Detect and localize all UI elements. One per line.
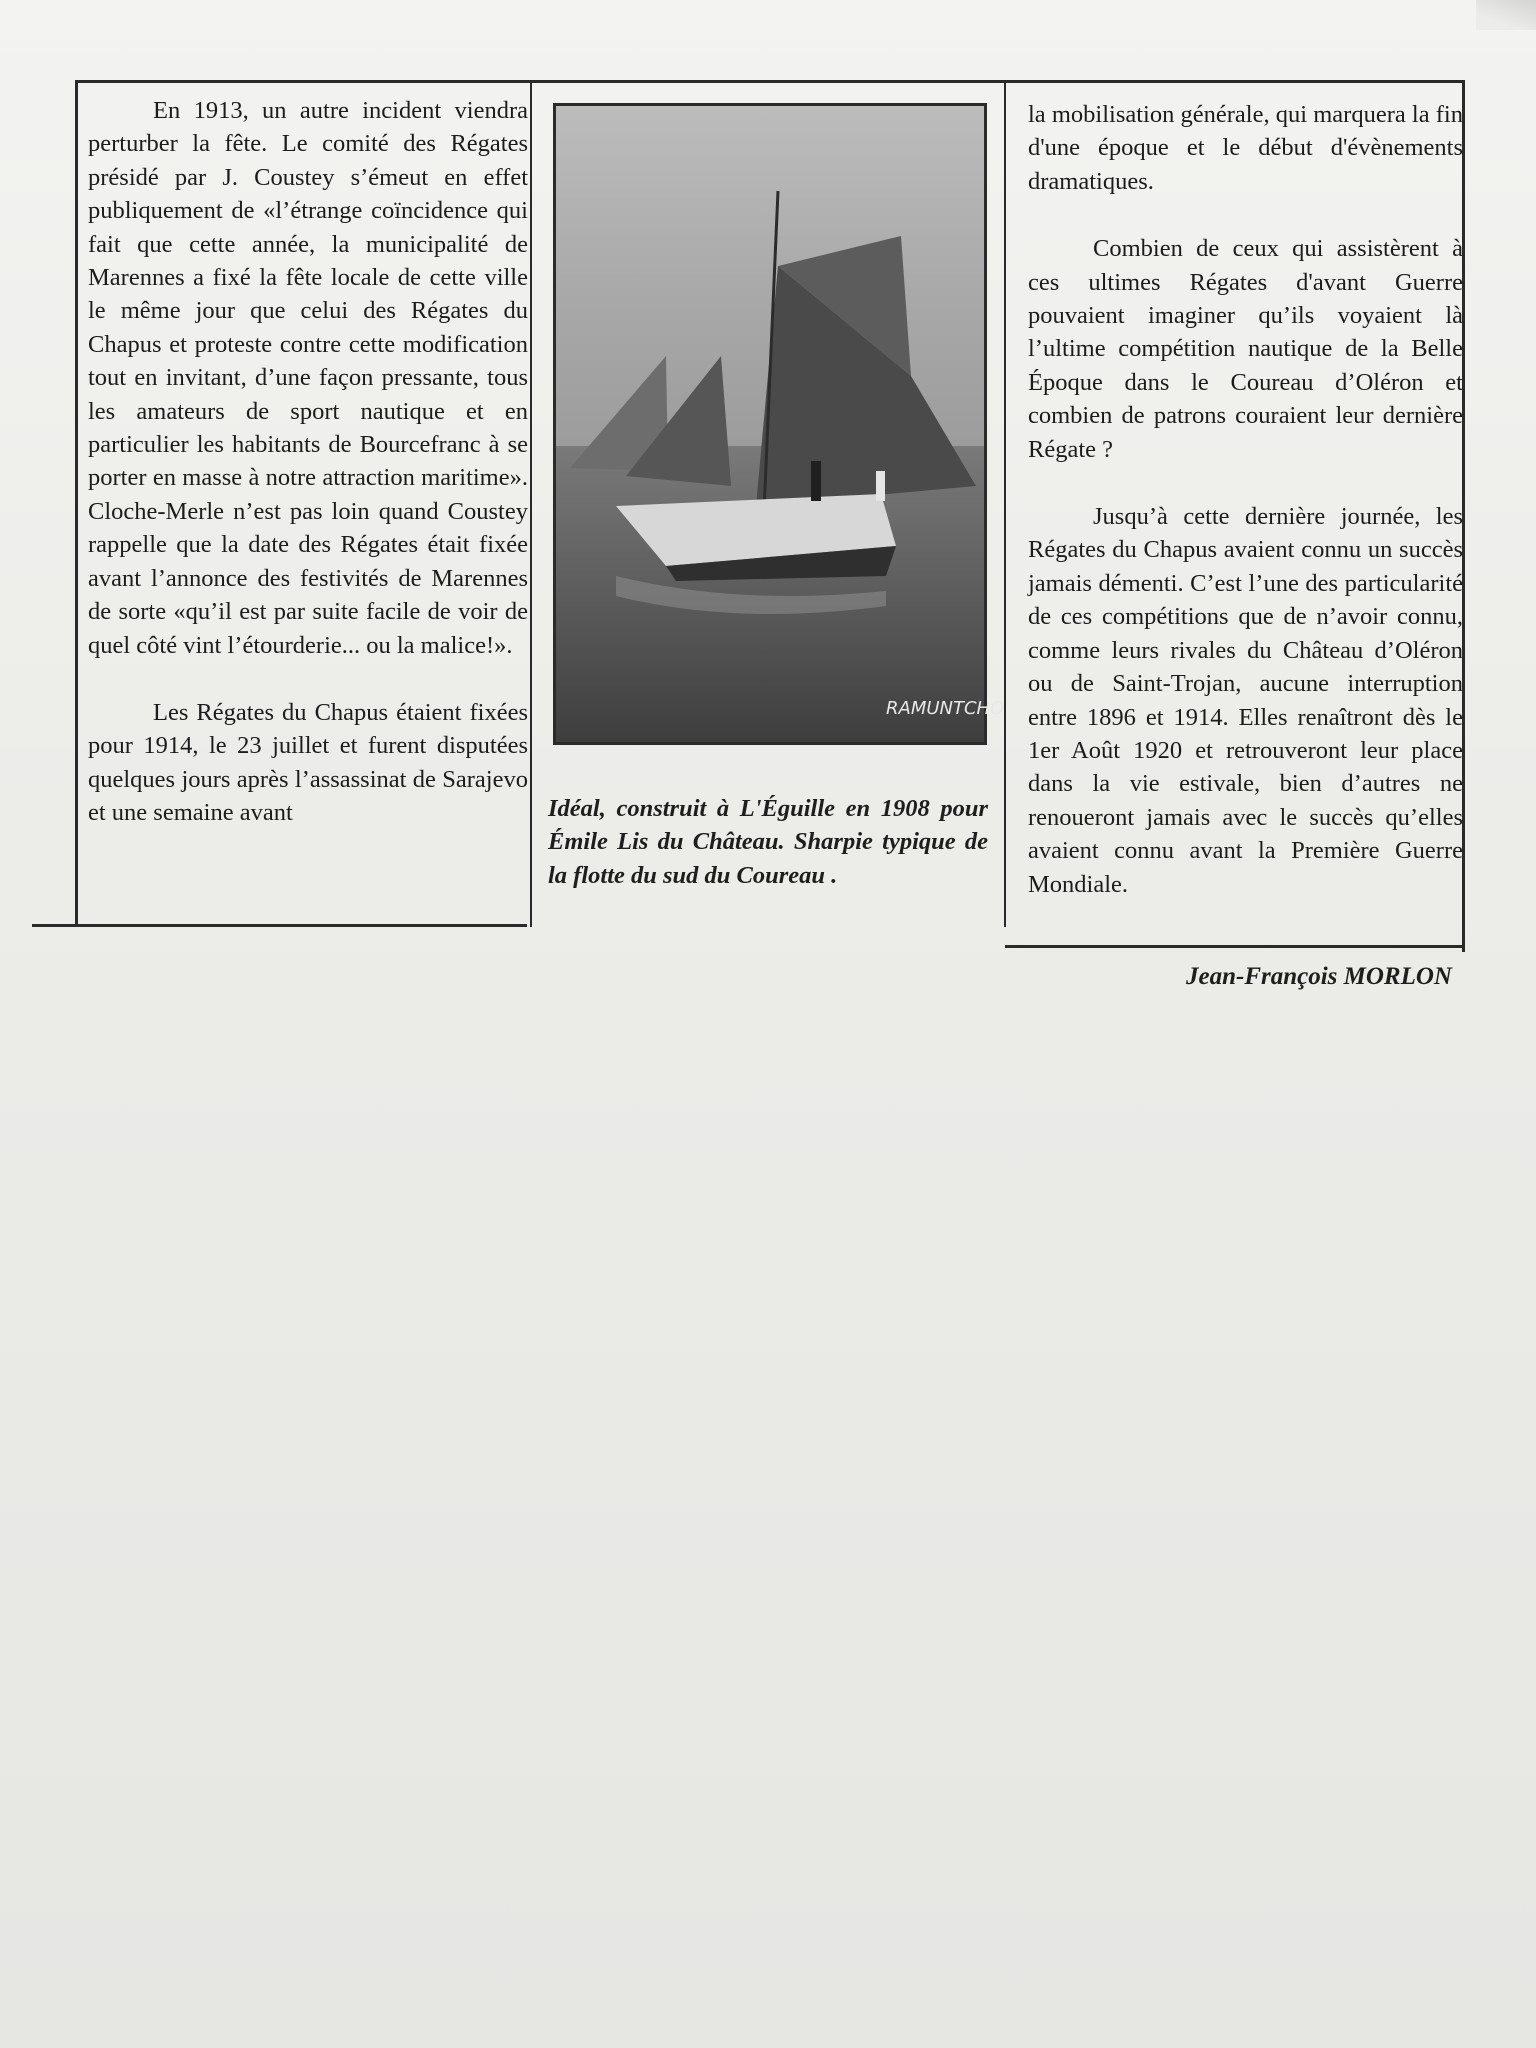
author-signature: Jean-François MORLON <box>1186 963 1452 990</box>
article-column-1 <box>88 94 528 830</box>
column-separator-1 <box>530 82 532 927</box>
frame-left-rule <box>75 80 78 926</box>
photo-signature: RAMUNTCHO <box>886 698 1005 719</box>
paragraph: Combien de ceux qui assistèrent à ces ultimes Régates d'avant Guerre pouvaient imaginer qu’ils voyaient là l’ultime compétition nautique de la Belle Époque dans le Coureau d’Oléron et combien de patrons couraient leur dernière Régate ? <box>1028 235 1463 463</box>
frame-bottom-rule-right <box>1005 945 1465 948</box>
page-corner-shadow <box>1476 0 1536 30</box>
paragraph: Jusqu’à cette dernière journée, les Régates du Chapus avaient connu un succès jamais démenti. C’est l’une des particularité de ces compétitions que de n’avoir connu, comme leurs rivales du Château d’Oléron ou de Saint-Trojan, aucune interruption entre 1896 et 1914. Elles renaîtront dès le 1er Août 1920 et retrouveront leur place dans la vie estivale, bien d’autres ne renoueront jamais avec le succès qu’elles avaient connu avant la Première Guerre Mondiale. <box>1028 503 1463 898</box>
frame-bottom-rule-left <box>32 924 527 927</box>
paragraph: Les Régates du Chapus étaient fixées pour 1914, le 23 juillet et furent disputées quelques jours après l’assassinat de Sarajevo et une semaine avant <box>88 698 528 827</box>
paragraph: En 1913, un autre incident viendra perturber la fête. Le comité des Régates présidé par J. Coustey s’émeut en effet publiquement de «l’étrange coïncidence qui fait que cette année, la municipalité de Marennes a fixé la fête locale de cette ville le même jour que celui des Régates du Chapus et proteste contre cette modification tout en invitant, d’une façon pressante, tous les amateurs de sport nautique et en particulier les habitants de Bourcefranc à se porter en masse à notre attraction maritime». Cloche-Merle n’est pas loin quand Coustey rappelle que la date des Régates était fixée avant l’annonce des festivités de Marennes de sorte «qu’il est par suite facile de voir de quel côté vint l’étourderie... ou la malice!». <box>88 97 528 659</box>
column-separator-2 <box>1004 82 1006 927</box>
photo-caption: Idéal, construit à L'Éguille en 1908 pour Émile Lis du Château. Sharpie typique de la flotte du sud du Coureau . <box>548 795 988 889</box>
paragraph: la mobilisation générale, qui marquera la fin d'une époque et le début d'évènements dramatiques. <box>1028 101 1463 195</box>
frame-top-rule <box>75 80 1465 83</box>
sailboat-photo <box>553 103 1005 745</box>
article-column-3 <box>1028 98 1463 901</box>
